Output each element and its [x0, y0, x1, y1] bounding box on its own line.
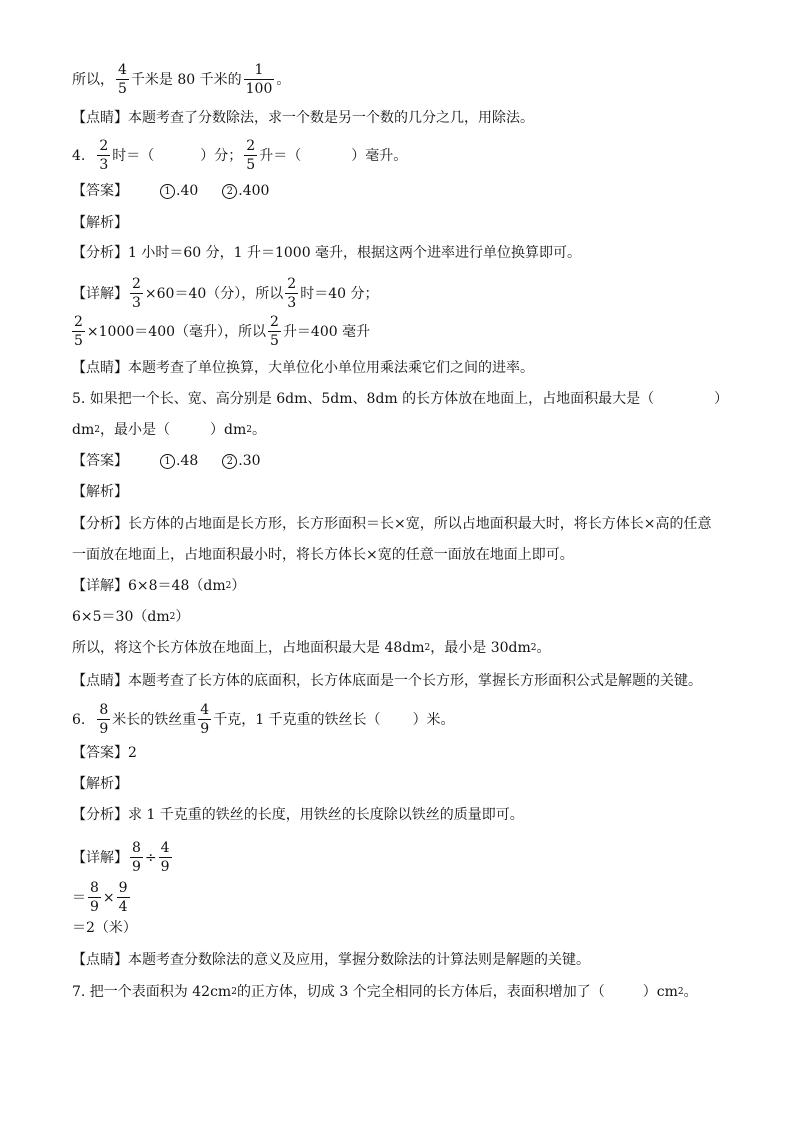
- detail-line: ＝ $\frac{8}{9}$ × $\frac{9}{4}$: [72, 880, 128, 915]
- remark-line: 【点睛】本题考查分数除法的意义及应用，掌握分数除法的计算法则是解题的关键。: [72, 952, 590, 968]
- question-5-cont: dm 2 ，最小是（ ）dm 2 。: [72, 422, 266, 438]
- remark-line: 【点睛】本题考查了单位换算，大单位化小单位用乘法乘它们之间的进率。: [72, 360, 534, 376]
- detail-line: 【详解】 $\frac{8}{9}$ ÷ $\frac{4}{9}$: [72, 840, 170, 875]
- analysis-line: 【分析】长方体的占地面是长方形，长方形面积＝长×宽，所以占地面积最大时，将长方体长×高的任意: [72, 516, 712, 532]
- fraction: $\frac{2}{3}$: [99, 138, 109, 173]
- analysis-line: 【分析】求 1 千克重的铁丝的长度，用铁丝的长度除以铁丝的质量即可。: [72, 807, 524, 823]
- question-6: 6. $\frac{8}{9}$ 米长的铁丝重 $\frac{4}{9}$ 千克，1 千克重的铁丝长（ ）米。: [72, 702, 455, 737]
- analysis-heading: 【解析】: [72, 776, 128, 792]
- circled-number: 1: [160, 454, 175, 469]
- detail-line: 【详解】 $\frac{2}{3}$ ×60＝40（分），所以 $\frac{2}{3}$ 时＝40 分；: [72, 276, 379, 311]
- analysis-line: 【分析】1 小时＝60 分，1 升＝1000 毫升，根据这两个进率进行单位换算即可。: [72, 245, 582, 261]
- answer-4: 【答案】 1 .40 2 .400: [72, 183, 270, 199]
- fraction: $\frac{4}{9}$: [160, 840, 170, 875]
- fraction: $\frac{2}{5}$: [74, 314, 83, 349]
- question-5: 5. 如果把一个长、宽、高分别是 6dm、5dm、8dm 的长方体放在地面上，占地面积最大是（ ）: [72, 391, 729, 407]
- fraction: $\frac{2}{5}$: [246, 138, 256, 173]
- detail-line: 6×5＝30（dm 2 ）: [72, 609, 190, 625]
- fraction: $\frac{1}{100}$: [245, 62, 273, 97]
- detail-line: 所以，将这个长方体放在地面上，占地面积最大是 48dm 2 ，最小是 30dm 2 。: [72, 640, 551, 656]
- fraction: $\frac{4}{5}$: [118, 62, 127, 97]
- remark-line: 【点睛】本题考查了长方体的底面积，长方体底面是一个长方形，掌握长方形面积公式是解题的关键。: [72, 673, 702, 689]
- fraction: $\frac{2}{3}$: [287, 276, 297, 311]
- analysis-line: 一面放在地面上，占地面积最小时，将长方体长×宽的任意一面放在地面上即可。: [72, 547, 574, 563]
- fraction: $\frac{8}{9}$: [99, 702, 109, 737]
- answer-5: 【答案】 1 .48 2 .30: [72, 453, 261, 469]
- detail-line: ＝2（米）: [72, 920, 137, 936]
- circled-number: 2: [222, 454, 237, 469]
- fraction: $\frac{2}{3}$: [132, 276, 141, 311]
- fraction: $\frac{8}{9}$: [132, 840, 141, 875]
- analysis-heading: 【解析】: [72, 215, 128, 231]
- analysis-heading: 【解析】: [72, 484, 128, 500]
- question-4: 4. $\frac{2}{3}$ 时＝（ ）分； $\frac{2}{5}$ 升＝（ ）毫升。: [72, 138, 408, 173]
- detail-line: 【详解】6×8＝48（dm 2 ）: [72, 578, 246, 594]
- question-7: 7. 把一个表面积为 42cm 2 的正方体，切成 3 个完全相同的长方体后，表面积增加了（ ）cm 2 。: [72, 984, 698, 1000]
- remark-line: 【点睛】本题考查了分数除法，求一个数是另一个数的几分之几，用除法。: [72, 110, 534, 126]
- fraction: $\frac{2}{5}$: [270, 314, 279, 349]
- detail-line: $\frac{2}{5}$ ×1000＝400（毫升），所以 $\frac{2}{5}$ 升＝400 毫升: [74, 314, 371, 349]
- fraction: $\frac{8}{9}$: [90, 880, 99, 915]
- circled-number: 2: [222, 184, 237, 199]
- solution-line: 所以， $\frac{4}{5}$ 千米是 80 千米的 $\frac{1}{100}$ 。: [72, 62, 291, 97]
- fraction: $\frac{9}{4}$: [118, 880, 128, 915]
- answer-6: 【答案】2: [72, 745, 137, 761]
- circled-number: 1: [160, 184, 175, 199]
- fraction: $\frac{4}{9}$: [200, 702, 210, 737]
